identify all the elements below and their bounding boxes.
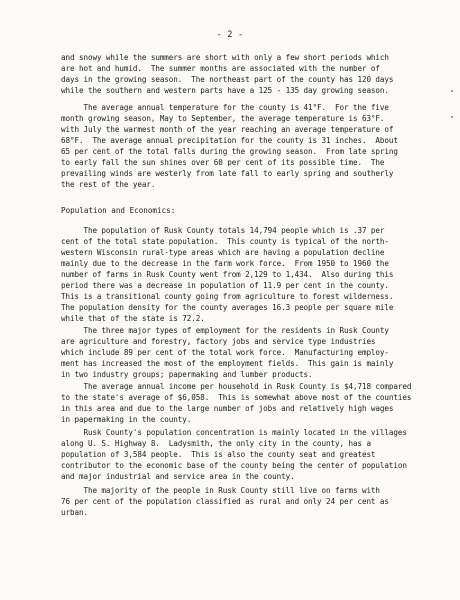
text-line: The population density for the county averages 16.3 people per square mile	[61, 303, 394, 312]
text-line: 76 per cent of the population classified as rural and only 24 per cent as	[61, 497, 389, 506]
paragraph-income	[61, 381, 439, 425]
text-line: The average annual income per household in Rusk County is $4,718 compared	[61, 382, 412, 391]
text-line: in two industry groups; papermaking and lumber products.	[61, 370, 313, 379]
text-line: prevailing winds are westerly from late fall to early spring and southerly	[61, 169, 394, 178]
text-line: in papermaking in the county.	[61, 415, 192, 424]
text-line: The average annual temperature for the county is 41°F. For the five	[61, 103, 389, 112]
text-line: are agriculture and forestry, factory jobs and service type industries	[61, 337, 376, 346]
text-line: The majority of the people in Rusk County still live on farms with	[61, 486, 380, 495]
paragraph-population-totals	[61, 225, 439, 324]
text-line: and snowy while the summers are short with only a few short periods which	[61, 53, 389, 62]
text-line: contributor to the economic base of the county being the center of population	[61, 461, 407, 470]
text-line: urban.	[61, 508, 88, 517]
text-line: mainly due to the decrease in the farm work force. From 1950 to 1960 the	[61, 259, 389, 268]
paragraph-climate-intro	[61, 52, 439, 96]
text-line: cent of the total state population. This county is typical of the north-	[61, 237, 389, 246]
text-line: period there was a decrease in population of 11.9 per cent in the county.	[61, 281, 389, 290]
paragraph-concentration	[61, 427, 439, 482]
text-line: number of farms in Rusk County went from 2,129 to 1,434. Also during this	[61, 270, 394, 279]
text-line: ment has increased the most of the employment fields. This gain is mainly	[61, 359, 394, 368]
text-line: the rest of the year.	[61, 180, 156, 189]
text-line: to early fall the sun shines over 60 per cent of its possible time. The	[61, 158, 385, 167]
text-line: Rusk County's population concentration is mainly located in the villages	[61, 428, 407, 437]
text-line: along U. S. Highway 8. Ladysmith, the only city in the county, has a	[61, 439, 371, 448]
text-line: The three major types of employment for the residents in Rusk County	[61, 326, 389, 335]
text-line: The population of Rusk County totals 14,794 people which is .37 per	[61, 226, 385, 235]
text-line: month growing season, May to September, the average temperature is 63°F.	[61, 114, 385, 123]
section-heading: Population and Economics:	[61, 206, 176, 215]
text-line: days in the growing season. The northeast part of the county has 120 days	[61, 75, 394, 84]
text-line: western Wisconsin rural-type areas which are having a population decline	[61, 248, 385, 257]
text-line: 68°F. The average annual precipitation for the county is 31 inches. About	[61, 136, 398, 145]
paragraph-employment	[61, 325, 439, 380]
text-line: 65 per cent of the total falls during the growing season. From late spring	[61, 147, 398, 156]
text-line: population of 3,584 people. This is also the county seat and greatest	[61, 450, 376, 459]
text-line: are hot and humid. The summer months are associated with the number of	[61, 64, 380, 73]
text-line: with July the warmest month of the year reaching an average temperature of	[61, 125, 394, 134]
text-line: and major industrial and service area in the county.	[61, 472, 295, 481]
scan-mark	[451, 116, 453, 118]
text-line: This is a transitional county going from agriculture to forest wilderness.	[61, 292, 394, 301]
text-line: while that of the state is 72.2.	[61, 314, 205, 323]
paragraph-rural	[61, 485, 439, 518]
paragraph-temperature	[61, 102, 439, 190]
text-line: to the state's average of $6,058. This is somewhat above most of the counties	[61, 393, 412, 402]
text-line: while the southern and western parts have a 125 - 135 day growing season.	[61, 86, 389, 95]
scan-mark	[451, 90, 453, 92]
page-number: - 2 -	[216, 30, 244, 40]
text-line: which include 89 per cent of the total work force. Manufacturing employ-	[61, 348, 389, 357]
text-line: in this area and due to the large number of jobs and relatively high wages	[61, 404, 394, 413]
